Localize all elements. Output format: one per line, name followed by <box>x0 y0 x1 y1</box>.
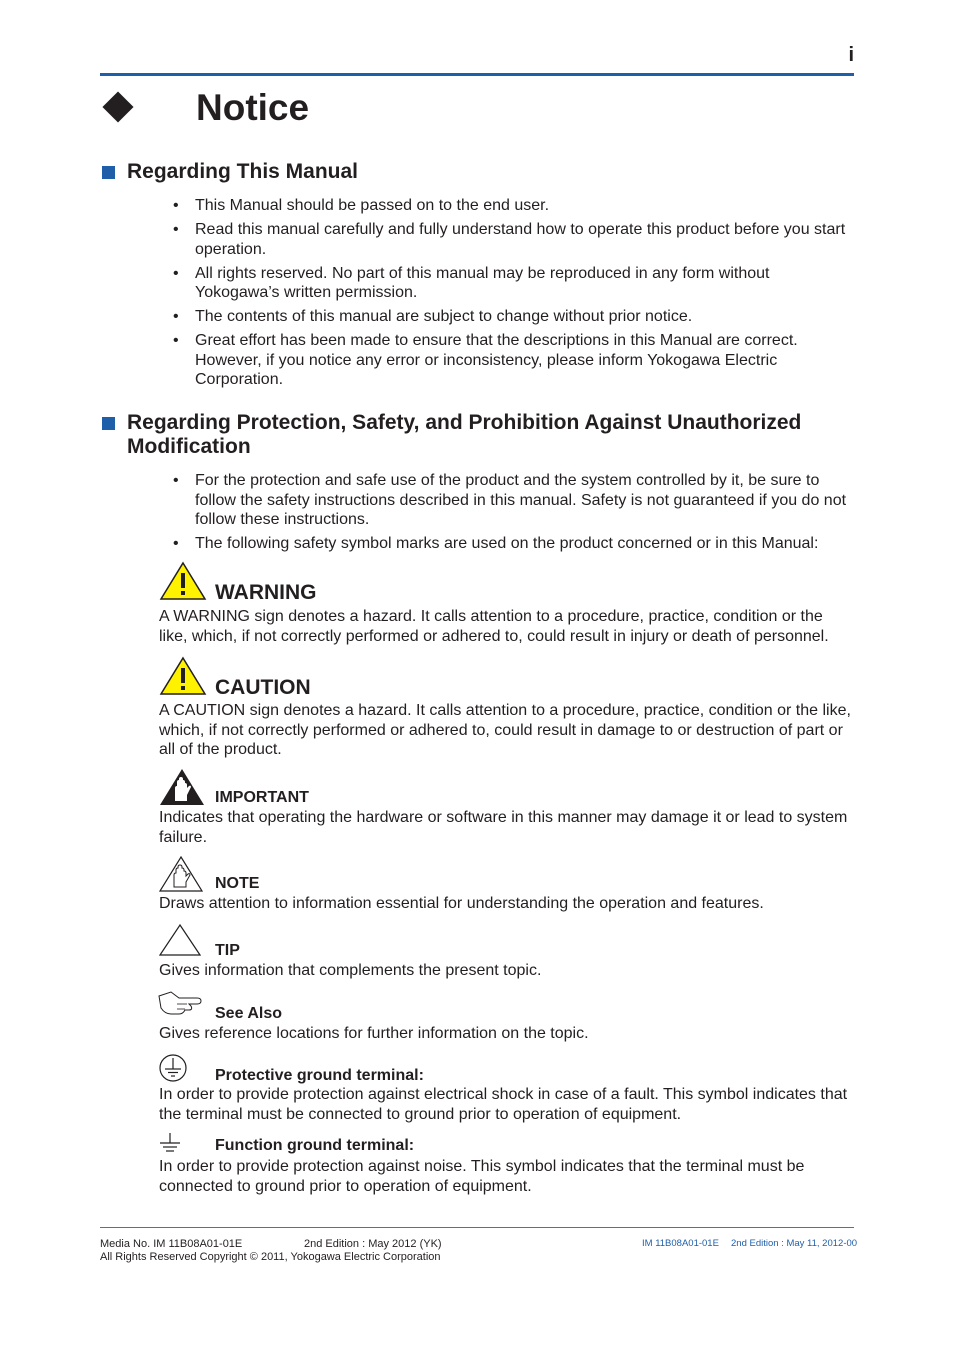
function-ground-description: In order to provide protection against noise. This symbol indicates that the terminal must be connected to ground prior to operation of equipment. <box>159 1158 805 1195</box>
manual-bullet-list <box>173 196 854 394</box>
caution-triangle-icon <box>159 656 207 696</box>
footer-doc-id: IM 11B08A01-01E <box>642 1238 719 1249</box>
protective-ground-label: Protective ground terminal: <box>215 1067 424 1084</box>
tip-label: TIP <box>215 942 240 959</box>
important-label: IMPORTANT <box>215 789 309 806</box>
section-heading-protection: Regarding Protection, Safety, and Prohibition Against Unauthorized Modification <box>127 411 802 458</box>
footer-copyright: All Rights Reserved Copyright © 2011, Yokogawa Electric Corporation <box>100 1251 441 1263</box>
bullet-icon: • <box>173 264 179 282</box>
tip-description: Gives information that complements the present topic. <box>159 962 542 979</box>
see-also-description: Gives reference locations for further information on the topic. <box>159 1025 589 1042</box>
warning-label: WARNING <box>215 581 317 604</box>
footer-doc-edition: 2nd Edition : May 11, 2012-00 <box>731 1238 858 1249</box>
list-item: • The following safety symbol marks are used on the product concerned or in this Manual: <box>173 535 819 552</box>
bullet-icon: • <box>173 308 179 325</box>
note-hand-icon <box>159 856 203 892</box>
list-item: • This Manual should be passed on to the end user. <box>173 197 550 214</box>
important-description: Indicates that operating the hardware or software in this manner may damage it or lead to system failure. <box>159 809 848 846</box>
note-description: Draws attention to information essential for understanding the operation and features. <box>159 895 764 912</box>
protection-bullet-list <box>173 471 854 558</box>
see-also-label: See Also <box>215 1005 282 1022</box>
footer-edition: 2nd Edition : May 2012 (YK) <box>304 1238 442 1250</box>
protective-ground-description: In order to provide protection against electrical shock in case of a fault. This symbol indicates that the terminal must be connected to ground prior to operation of equipment. <box>159 1086 848 1123</box>
note-label: NOTE <box>215 875 260 892</box>
tip-triangle-icon <box>159 924 201 956</box>
pointing-hand-icon <box>157 988 203 1018</box>
protective-ground-icon <box>158 1053 188 1083</box>
section-square-icon <box>102 166 115 179</box>
page-number: i <box>848 44 854 66</box>
footer-rule <box>100 1227 854 1228</box>
page-title: Notice <box>196 87 310 128</box>
bullet-icon: • <box>173 221 179 238</box>
bullet-icon: • <box>173 472 179 489</box>
list-item: • All rights reserved. No part of this manual may be reproduced in any form without Yokogawa’s written permission. <box>173 264 770 301</box>
bullet-icon: • <box>173 332 179 349</box>
section-square-icon <box>102 417 115 430</box>
list-item: • The contents of this manual are subject to change without prior notice. <box>173 308 693 325</box>
bullet-icon: • <box>173 535 179 552</box>
section-heading-manual: Regarding This Manual <box>127 160 359 183</box>
caution-description: A CAUTION sign denotes a hazard. It calls attention to a procedure, practice, condition or the like, which, if not correctly performed or adhered to, could result in damage to or destruction of part or all of the product. <box>159 702 851 758</box>
title-diamond-icon <box>102 91 133 122</box>
footer-media-no: Media No. IM 11B08A01-01E <box>100 1238 243 1250</box>
function-ground-icon <box>158 1132 182 1154</box>
list-item: • For the protection and safe use of the product and the system controlled by it, be sure to follow the safety instructions described in this manual. Safety is not guaranteed if you do not follow these instructions. <box>173 472 847 528</box>
important-hand-icon <box>159 768 205 806</box>
warning-triangle-icon <box>159 561 207 601</box>
caution-label: CAUTION <box>215 676 311 699</box>
bullet-icon: • <box>173 197 179 214</box>
warning-description: A WARNING sign denotes a hazard. It calls attention to a procedure, practice, condition or the like, which, if not correctly performed or adhered to, could result in injury or death of personnel. <box>159 608 829 645</box>
list-item: • Read this manual carefully and fully understand how to operate this product before you start operation. <box>173 221 846 258</box>
function-ground-label: Function ground terminal: <box>215 1137 415 1154</box>
header-rule <box>100 73 854 76</box>
list-item: • Great effort has been made to ensure that the descriptions in this Manual are correct. However, if you notice any error or inconsistency, please inform Yokogawa Electric Corporation. <box>173 332 798 388</box>
